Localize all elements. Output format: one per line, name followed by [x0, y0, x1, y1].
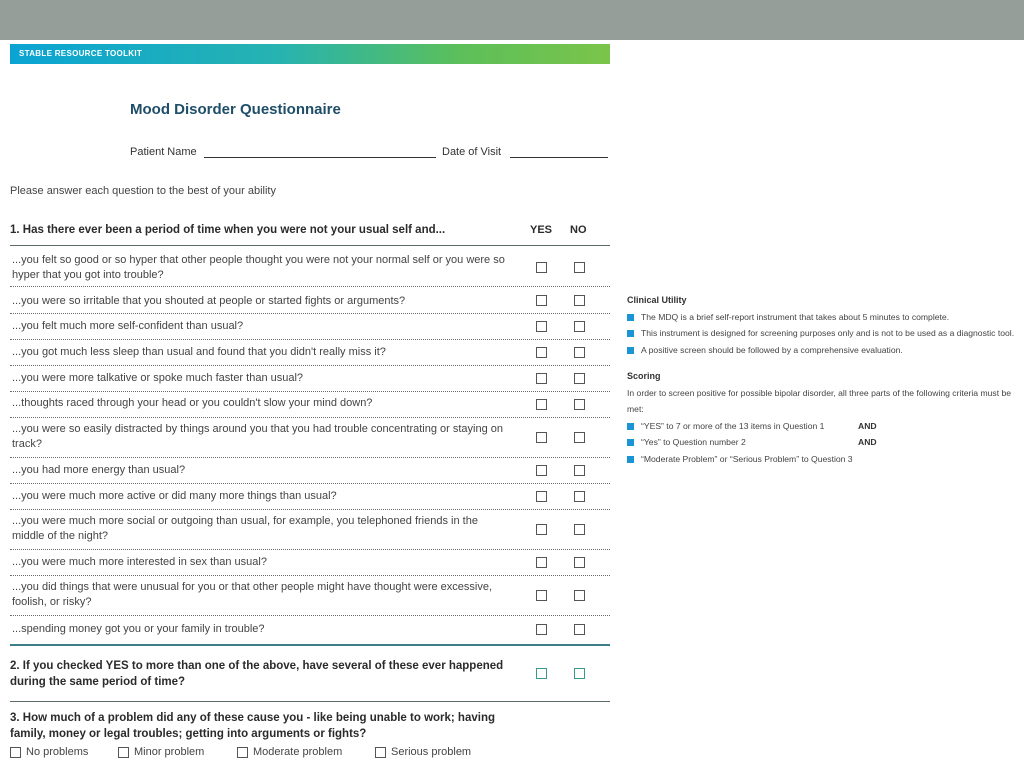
- clinical-bullet-text: The MDQ is a brief self-report instrument that takes about 5 minutes to complete.: [641, 311, 950, 322]
- list-item: [10, 510, 610, 550]
- question-item-text: ...you were much more interested in sex than usual?: [12, 556, 267, 568]
- serious-problem-checkbox[interactable]: [375, 747, 386, 758]
- question-item-text: ...spending money got you or your family in trouble?: [12, 623, 265, 635]
- no-checkbox[interactable]: [574, 524, 585, 535]
- criteria-item: [627, 434, 1022, 451]
- question-item-text: ...you had more energy than usual?: [12, 464, 186, 476]
- list-item: [10, 392, 610, 418]
- question-item-text: ...you felt so good or so hyper that other people thought you were not your normal self or you were so hyper that you got into trouble?: [12, 254, 505, 281]
- banner-label: STABLE RESOURCE TOOLKIT: [19, 49, 143, 58]
- no-checkbox[interactable]: [574, 399, 585, 410]
- criteria-item: [627, 451, 1022, 468]
- question-item-text: ...you were much more social or outgoing than usual, for example, you telephoned friends in the middle of the night?: [12, 515, 478, 542]
- no-problems-label: No problems: [26, 746, 89, 758]
- no-checkbox[interactable]: [574, 295, 585, 306]
- instructions: Please answer each question to the best of your ability: [10, 185, 276, 197]
- bullet-icon: [627, 347, 634, 354]
- no-checkbox[interactable]: [574, 432, 585, 443]
- criteria-text: “YES” to 7 or more of the 13 items in Question 1: [641, 420, 825, 431]
- moderate-problem-label: Moderate problem: [253, 746, 343, 758]
- yes-checkbox[interactable]: [536, 399, 547, 410]
- list-item: [10, 418, 610, 458]
- list-item: [10, 458, 610, 484]
- no-checkbox[interactable]: [574, 347, 585, 358]
- clinical-bullet: [627, 309, 1022, 326]
- clinical-bullet-text: A positive screen should be followed by a comprehensive evaluation.: [641, 344, 903, 355]
- bullet-icon: [627, 314, 634, 321]
- question-item-text: ...you were so easily distracted by things around you that you had trouble concentrating or staying on track?: [12, 423, 504, 450]
- question-item-text: ...you got much less sleep than usual and found that you didn't really miss it?: [12, 346, 386, 358]
- no-checkbox[interactable]: [574, 262, 585, 273]
- minor-problem-label: Minor problem: [134, 746, 205, 758]
- no-checkbox[interactable]: [574, 624, 585, 635]
- yes-checkbox[interactable]: [536, 347, 547, 358]
- list-item: [10, 616, 610, 643]
- moderate-problem-checkbox[interactable]: [237, 747, 248, 758]
- list-item: [10, 366, 610, 392]
- yes-checkbox[interactable]: [536, 465, 547, 476]
- question-item-text: ...you did things that were unusual for you or that other people might have thought were excessive, foolish, or risky?: [12, 581, 493, 608]
- yes-checkbox[interactable]: [536, 321, 547, 332]
- bullet-icon: [627, 330, 634, 337]
- yes-checkbox[interactable]: [536, 295, 547, 306]
- yes-checkbox[interactable]: [536, 624, 547, 635]
- question-1-rule: [10, 245, 610, 246]
- yes-column-header: YES: [530, 224, 553, 236]
- bullet-icon: [627, 423, 634, 430]
- yes-checkbox[interactable]: [536, 262, 547, 273]
- clinical-bullet: [627, 342, 1022, 359]
- list-item: [10, 314, 610, 340]
- list-item: [10, 484, 610, 510]
- page-title: Mood Disorder Questionnaire: [130, 101, 341, 118]
- bullet-icon: [627, 439, 634, 446]
- serious-problem-label: Serious problem: [391, 746, 472, 758]
- date-of-visit-field[interactable]: [510, 157, 608, 158]
- question-item-text: ...thoughts raced through your head or you couldn't slow your mind down?: [12, 397, 373, 409]
- criteria-item: [627, 418, 1022, 435]
- yes-checkbox[interactable]: [536, 590, 547, 601]
- bullet-icon: [627, 456, 634, 463]
- question-item-text: ...you felt much more self-confident than usual?: [12, 320, 244, 332]
- q2-yes-checkbox[interactable]: [536, 668, 547, 679]
- and-label: AND: [858, 437, 877, 447]
- no-column-header: NO: [570, 224, 587, 236]
- question-1-heading: 1. Has there ever been a period of time when you were not your usual self and...: [10, 224, 446, 236]
- yes-checkbox[interactable]: [536, 432, 547, 443]
- criteria-text: “Yes” to Question number 2: [641, 437, 746, 447]
- yes-checkbox[interactable]: [536, 524, 547, 535]
- scoring-heading: Scoring: [627, 371, 661, 381]
- list-item: [10, 550, 610, 576]
- question-item-text: ...you were much more active or did many more things than usual?: [12, 490, 337, 502]
- toolkit-banner: [10, 44, 610, 64]
- criteria-text: “Moderate Problem” or “Serious Problem” to Question 3: [641, 453, 853, 464]
- date-of-visit-label: Date of Visit: [442, 146, 502, 158]
- list-item: [10, 287, 610, 314]
- top-bar: [0, 0, 1024, 40]
- sidebar: [627, 292, 1022, 467]
- no-checkbox[interactable]: [574, 465, 585, 476]
- list-item: [10, 340, 610, 366]
- scoring-text: In order to screen positive for possible bipolar disorder, all three parts of the following criteria must be met:: [627, 387, 1012, 414]
- no-checkbox[interactable]: [574, 373, 585, 384]
- question-item-text: ...you were more talkative or spoke much faster than usual?: [12, 372, 304, 384]
- yes-checkbox[interactable]: [536, 373, 547, 384]
- no-checkbox[interactable]: [574, 590, 585, 601]
- clinical-bullet: [627, 325, 1022, 342]
- question-item-text: ...you were so irritable that you shouted at people or started fights or arguments?: [12, 295, 406, 307]
- minor-problem-checkbox[interactable]: [118, 747, 129, 758]
- list-item: [10, 247, 610, 287]
- yes-checkbox[interactable]: [536, 557, 547, 568]
- q2-no-checkbox[interactable]: [574, 668, 585, 679]
- question-3-text: 3. How much of a problem did any of these cause you - like being unable to work; having family, money or legal troubles; getting into arguments or fights?: [10, 712, 495, 740]
- clinical-utility-heading: Clinical Utility: [627, 295, 687, 305]
- no-checkbox[interactable]: [574, 491, 585, 502]
- clinical-bullet-text: This instrument is designed for screening purposes only and is not to be used as a diagnostic tool.: [641, 328, 1015, 338]
- yes-checkbox[interactable]: [536, 491, 547, 502]
- no-checkbox[interactable]: [574, 557, 585, 568]
- question-1-end-rule: [10, 644, 610, 646]
- patient-name-field[interactable]: [204, 157, 436, 158]
- patient-name-label: Patient Name: [130, 146, 197, 158]
- and-label: AND: [858, 420, 877, 431]
- question-2-rule: [10, 701, 610, 702]
- no-problems-checkbox[interactable]: [10, 747, 21, 758]
- question-2-text: 2. If you checked YES to more than one of the above, have several of these ever happened during the same period of time?: [10, 660, 504, 688]
- list-item: [10, 576, 610, 616]
- no-checkbox[interactable]: [574, 321, 585, 332]
